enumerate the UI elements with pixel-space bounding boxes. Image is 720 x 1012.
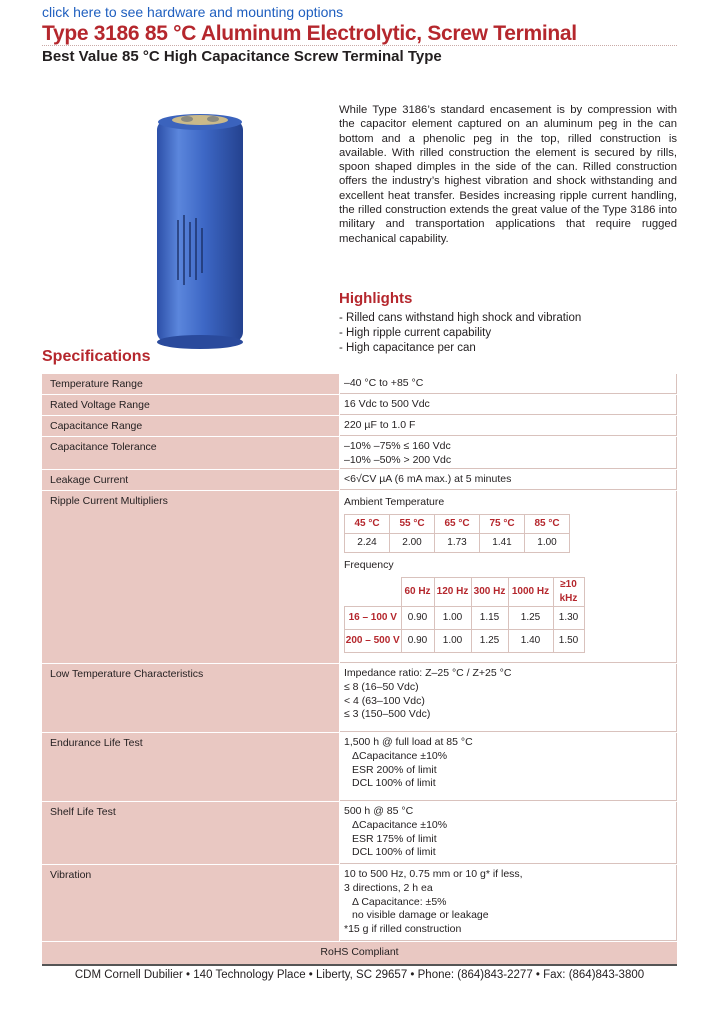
blank-cell xyxy=(345,577,402,606)
freq-header: ≥10 kHz xyxy=(553,577,584,606)
table-row xyxy=(42,416,677,437)
freq-header: 120 Hz xyxy=(434,577,471,606)
spec-label: Rated Voltage Range xyxy=(42,395,340,415)
freq-multiplier: 1.40 xyxy=(508,629,553,652)
freq-header: 300 Hz xyxy=(471,577,508,606)
shelf-line: DCL 100% of limit xyxy=(352,846,436,859)
vibration-line: *15 g if rilled construction xyxy=(344,923,462,936)
temp-multiplier: 2.00 xyxy=(390,533,435,552)
spec-value xyxy=(340,802,677,864)
freq-header: 60 Hz xyxy=(401,577,434,606)
spec-value xyxy=(340,437,677,469)
spec-label: Endurance Life Test xyxy=(42,733,340,801)
spec-label: Temperature Range xyxy=(42,374,340,394)
freq-multiplier: 1.15 xyxy=(471,606,508,629)
highlights-heading: Highlights xyxy=(339,290,413,307)
freq-multiplier: 0.90 xyxy=(401,629,434,652)
spec-value xyxy=(340,865,677,941)
temp-header: 75 °C xyxy=(480,514,525,533)
specifications-heading: Specifications xyxy=(42,348,151,365)
company-footer: CDM Cornell Dubilier • 140 Technology Place • Liberty, SC 29657 • Phone: (864)843-2277 • Fax: (864)843-3800 xyxy=(74,969,645,981)
list-item: - Rilled cans withstand high shock and vibration xyxy=(339,312,582,324)
temp-header: 65 °C xyxy=(435,514,480,533)
freq-header: 1000 Hz xyxy=(508,577,553,606)
table-row xyxy=(42,470,677,491)
temp-header: 85 °C xyxy=(525,514,570,533)
intro-paragraph: While Type 3186’s standard encasement is by compression with the capacitor element captured on an aluminum peg in the can bottom and a phenolic peg in the top, rilled construction is available. With rilled construction the element is secured by rills, spoon shaped dimples in the side of the can. Rilled construction offers the industry’s highest vibration and shock withstanding and excellent heat transfer. Besides increasing ripple current handling, the rilled construction extends the great value of the Type 3186 into military and transportation applications that require rugged mechanical capability. xyxy=(339,104,677,245)
temp-multiplier: 2.24 xyxy=(345,533,390,552)
voltage-range: 16 – 100 V xyxy=(345,606,402,629)
frequency-label: Frequency xyxy=(344,558,394,571)
freq-multiplier: 0.90 xyxy=(401,606,434,629)
tolerance-line: –10% –75% ≤ 160 Vdc xyxy=(344,440,451,452)
hardware-options-link[interactable]: click here to see hardware and mounting options xyxy=(42,4,344,20)
spec-value: –40 °C to +85 °C xyxy=(340,374,677,394)
freq-multiplier: 1.25 xyxy=(508,606,553,629)
table-row xyxy=(42,437,677,470)
table-row xyxy=(42,733,677,802)
vibration-line: 3 directions, 2 h ea xyxy=(344,881,433,894)
temp-header: 55 °C xyxy=(390,514,435,533)
temp-multiplier: 1.73 xyxy=(435,533,480,552)
spec-value: <6√CV µA (6 mA max.) at 5 minutes xyxy=(340,470,677,490)
spec-label: Capacitance Tolerance xyxy=(42,437,340,469)
spec-label: Vibration xyxy=(42,865,340,941)
spec-label: Shelf Life Test xyxy=(42,802,340,864)
capacitor-image xyxy=(155,110,245,350)
endurance-line: ESR 200% of limit xyxy=(352,763,437,776)
lowtemp-line: Impedance ratio: Z–25 °C / Z+25 °C xyxy=(344,667,512,679)
frequency-multiplier-table xyxy=(344,577,585,653)
vibration-line: 10 to 500 Hz, 0.75 mm or 10 g* if less, xyxy=(344,868,523,880)
spec-label: Ripple Current Multipliers xyxy=(42,491,340,663)
spec-value: 220 µF to 1.0 F xyxy=(340,416,677,436)
table-row xyxy=(42,802,677,865)
freq-multiplier: 1.50 xyxy=(553,629,584,652)
list-item: - High ripple current capability xyxy=(339,327,492,339)
temp-multiplier: 1.41 xyxy=(480,533,525,552)
shelf-line: 500 h @ 85 °C xyxy=(344,805,414,817)
temp-multiplier: 1.00 xyxy=(525,533,570,552)
freq-multiplier: 1.30 xyxy=(553,606,584,629)
shelf-line: ESR 175% of limit xyxy=(352,832,437,845)
lowtemp-line: < 4 (63–100 Vdc) xyxy=(344,694,425,707)
lowtemp-line: ≤ 3 (150–500 Vdc) xyxy=(344,708,431,721)
rohs-compliant-banner: RoHS Compliant xyxy=(42,942,677,964)
page-title: Type 3186 85 °C Aluminum Electrolytic, Screw Terminal xyxy=(42,22,577,45)
footer-divider xyxy=(42,964,677,966)
endurance-line: DCL 100% of limit xyxy=(352,777,436,790)
temp-header: 45 °C xyxy=(345,514,390,533)
freq-multiplier: 1.00 xyxy=(434,606,471,629)
shelf-line: ΔCapacitance ±10% xyxy=(352,818,448,831)
spec-value xyxy=(340,664,677,732)
list-item: - High capacitance per can xyxy=(339,342,476,354)
voltage-range: 200 – 500 V xyxy=(345,629,402,652)
freq-multiplier: 1.00 xyxy=(434,629,471,652)
freq-multiplier: 1.25 xyxy=(471,629,508,652)
highlights-list xyxy=(339,311,581,356)
spec-label: Low Temperature Characteristics xyxy=(42,664,340,732)
endurance-line: 1,500 h @ full load at 85 °C xyxy=(344,736,473,748)
table-row xyxy=(42,664,677,733)
table-row xyxy=(42,374,677,395)
endurance-line: ΔCapacitance ±10% xyxy=(352,749,448,762)
specifications-table xyxy=(42,374,677,964)
lowtemp-line: ≤ 8 (16–50 Vdc) xyxy=(344,680,419,693)
spec-label: Leakage Current xyxy=(42,470,340,490)
header-divider xyxy=(42,45,677,46)
tolerance-line: –10% –50% > 200 Vdc xyxy=(344,453,452,466)
spec-value xyxy=(340,733,677,801)
spec-label: Capacitance Range xyxy=(42,416,340,436)
page-subtitle: Best Value 85 °C High Capacitance Screw Terminal Type xyxy=(42,48,442,65)
vibration-line: no visible damage or leakage xyxy=(352,909,489,922)
table-row xyxy=(42,395,677,416)
vibration-line: Δ Capacitance: ±5% xyxy=(352,895,447,908)
table-row xyxy=(42,491,677,664)
spec-value: 16 Vdc to 500 Vdc xyxy=(340,395,677,415)
temperature-multiplier-table xyxy=(344,514,570,553)
ambient-temperature-label: Ambient Temperature xyxy=(344,496,445,508)
spec-value xyxy=(340,491,677,663)
table-row xyxy=(42,865,677,942)
